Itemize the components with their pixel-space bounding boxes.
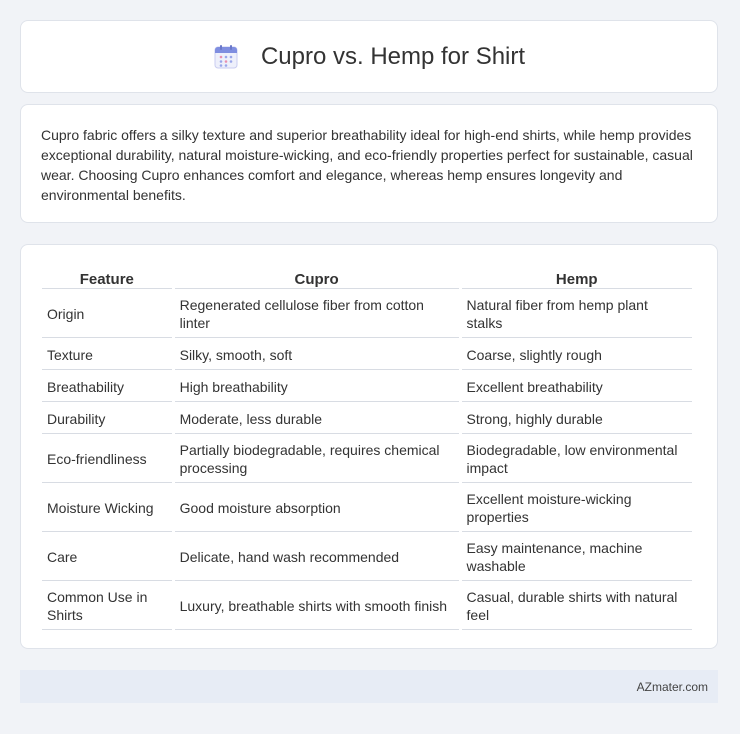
- cupro-cell: Regenerated cellulose fiber from cotton linter: [175, 291, 459, 338]
- cupro-cell: High breathability: [175, 372, 459, 402]
- hemp-cell: Coarse, slightly rough: [462, 340, 692, 370]
- table-row: [42, 291, 692, 338]
- cupro-cell: Good moisture absorption: [175, 485, 459, 532]
- feature-cell: Breathability: [42, 372, 172, 402]
- cupro-cell: Moderate, less durable: [175, 404, 459, 434]
- hemp-cell: Biodegradable, low environmental impact: [462, 436, 692, 483]
- table-header-row: [42, 267, 692, 289]
- feature-cell: Care: [42, 534, 172, 581]
- header-cupro: Cupro: [175, 267, 459, 289]
- title-card: [20, 20, 718, 93]
- cupro-cell: Luxury, breathable shirts with smooth finish: [175, 583, 459, 630]
- hemp-cell: Natural fiber from hemp plant stalks: [462, 291, 692, 338]
- page-title: Cupro vs. Hemp for Shirt: [260, 42, 526, 70]
- cupro-cell: Delicate, hand wash recommended: [175, 534, 459, 581]
- table-row: [42, 534, 692, 581]
- table-row: [42, 372, 692, 402]
- table-row: [42, 485, 692, 532]
- comparison-table: [39, 265, 695, 632]
- summary-card: [20, 104, 718, 223]
- comparison-table-card: [20, 244, 718, 649]
- feature-cell: Moisture Wicking: [42, 485, 172, 532]
- calendar-icon: [213, 44, 239, 70]
- hemp-cell: Strong, highly durable: [462, 404, 692, 434]
- feature-cell: Durability: [42, 404, 172, 434]
- table-row: [42, 583, 692, 630]
- hemp-cell: Casual, durable shirts with natural feel: [462, 583, 692, 630]
- table-row: [42, 436, 692, 483]
- hemp-cell: Excellent breathability: [462, 372, 692, 402]
- cupro-cell: Silky, smooth, soft: [175, 340, 459, 370]
- feature-cell: Common Use in Shirts: [42, 583, 172, 630]
- summary-text: Cupro fabric offers a silky texture and superior breathability ideal for high-end shirts, while hemp provides exceptional durability, natural moisture-wicking, and eco-friendly properties perfect for sustainable, casual wear. Choosing Cupro enhances comfort and elegance, whereas hemp ensures longevity and environmental benefits.: [41, 127, 693, 203]
- cupro-cell: Partially biodegradable, requires chemical processing: [175, 436, 459, 483]
- footer: [20, 670, 718, 703]
- header-feature: Feature: [42, 267, 172, 289]
- footer-brand: AZmater.com: [636, 679, 708, 694]
- feature-cell: Texture: [42, 340, 172, 370]
- table-row: [42, 340, 692, 370]
- feature-cell: Origin: [42, 291, 172, 338]
- header-hemp: Hemp: [462, 267, 692, 289]
- table-row: [42, 404, 692, 434]
- hemp-cell: Easy maintenance, machine washable: [462, 534, 692, 581]
- feature-cell: Eco-friendliness: [42, 436, 172, 483]
- hemp-cell: Excellent moisture-wicking properties: [462, 485, 692, 532]
